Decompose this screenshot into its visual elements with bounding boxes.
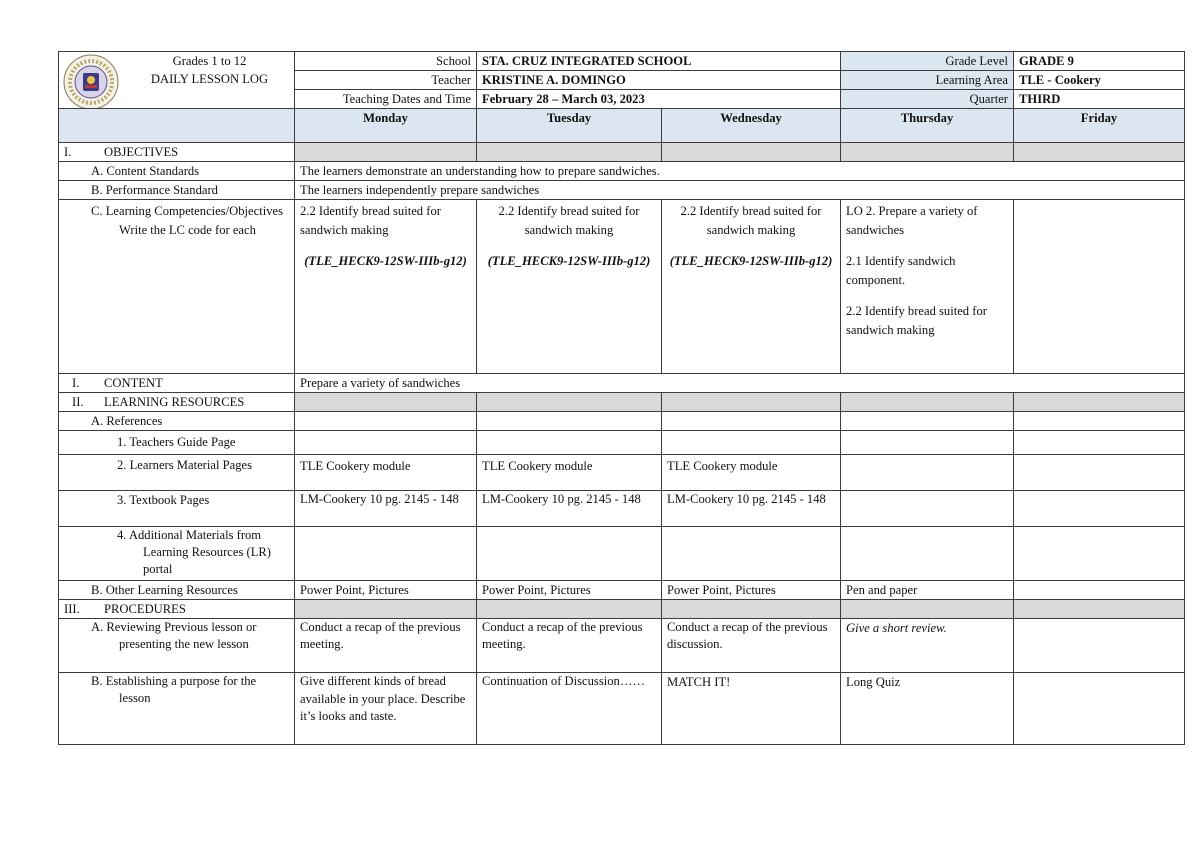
lc-code: (TLE_HECK9-12SW-IIIb-g12) — [669, 254, 833, 268]
shade-cell — [477, 143, 662, 162]
learners-material-label: 2. Learners Material Pages — [59, 455, 295, 491]
shade-cell — [295, 393, 477, 412]
competency-text: 2.2 Identify bread suited for sandwich making — [300, 204, 441, 237]
objectives-heading — [59, 143, 295, 162]
textbook-row — [59, 491, 1185, 527]
dates-value: February 28 – March 03, 2023 — [477, 90, 841, 109]
content-row — [59, 374, 1185, 393]
daily-lesson-log-table — [58, 51, 1185, 745]
teacher-label: Teacher — [295, 71, 477, 90]
other-resources-row — [59, 581, 1185, 600]
quarter-value: THIRD — [1014, 90, 1185, 109]
textbook-wednesday: LM-Cookery 10 pg. 2145 - 148 — [662, 491, 841, 527]
learners-material-row — [59, 455, 1185, 491]
empty-cell — [295, 527, 477, 581]
competency-tuesday — [477, 200, 662, 374]
content-standards-row — [59, 162, 1185, 181]
lc-code: (TLE_HECK9-12SW-IIIb-g12) — [487, 254, 651, 268]
learning-area-label: Learning Area — [841, 71, 1014, 90]
thursday-2-2: 2.2 Identify bread suited for sandwich making — [846, 304, 987, 337]
resources-heading-row — [59, 393, 1185, 412]
dates-label: Teaching Dates and Time — [295, 90, 477, 109]
empty-cell — [841, 455, 1014, 491]
resources-num: II. — [72, 395, 84, 409]
competency-text: 2.2 Identify bread suited for sandwich making — [680, 204, 822, 237]
references-label: A. References — [59, 412, 295, 431]
additional-materials-row — [59, 527, 1185, 581]
review-tuesday: Conduct a recap of the previous meeting. — [477, 619, 662, 673]
shade-cell — [477, 393, 662, 412]
performance-standard-row — [59, 181, 1185, 200]
shade-cell — [477, 600, 662, 619]
empty-cell — [1014, 619, 1185, 673]
empty-cell — [477, 527, 662, 581]
empty-cell — [1014, 673, 1185, 745]
shade-cell — [841, 600, 1014, 619]
day-friday: Friday — [1014, 109, 1185, 143]
day-thursday: Thursday — [841, 109, 1014, 143]
shade-cell — [295, 143, 477, 162]
textbook-label: 3. Textbook Pages — [59, 491, 295, 527]
procedures-heading — [59, 600, 295, 619]
day-tuesday: Tuesday — [477, 109, 662, 143]
performance-standard-value: The learners independently prepare sandwiches — [295, 181, 1185, 200]
competency-monday — [295, 200, 477, 374]
competency-text: 2.2 Identify bread suited for sandwich making — [498, 204, 640, 237]
content-title: CONTENT — [104, 376, 163, 390]
header-row-school — [59, 52, 1185, 71]
review-thursday: Give a short review. — [841, 619, 1014, 673]
learning-area-value: TLE - Cookery — [1014, 71, 1185, 90]
purpose-tuesday: Continuation of Discussion…… — [477, 673, 662, 745]
objectives-num: I. — [64, 145, 72, 159]
lc-code: (TLE_HECK9-12SW-IIIb-g12) — [304, 254, 467, 268]
content-heading — [59, 374, 295, 393]
shade-cell — [1014, 600, 1185, 619]
teacher-value: KRISTINE A. DOMINGO — [477, 71, 841, 90]
shade-cell — [1014, 143, 1185, 162]
day-wednesday: Wednesday — [662, 109, 841, 143]
textbook-tuesday: LM-Cookery 10 pg. 2145 - 148 — [477, 491, 662, 527]
shade-cell — [662, 393, 841, 412]
shade-cell — [841, 393, 1014, 412]
lm-wednesday: TLE Cookery module — [662, 455, 841, 491]
other-tuesday: Power Point, Pictures — [477, 581, 662, 600]
additional-materials-label: 4. Additional Materials from Learning Resources (LR) portal — [59, 527, 295, 581]
days-row — [59, 109, 1185, 143]
purpose-monday: Give different kinds of bread available in your place. Describe it’s looks and taste. — [295, 673, 477, 745]
empty-cell — [841, 527, 1014, 581]
lm-tuesday: TLE Cookery module — [477, 455, 662, 491]
other-thursday: Pen and paper — [841, 581, 1014, 600]
purpose-wednesday: MATCH IT! — [662, 673, 841, 745]
other-wednesday: Power Point, Pictures — [662, 581, 841, 600]
purpose-thursday: Long Quiz — [841, 673, 1014, 745]
grade-level-value: GRADE 9 — [1014, 52, 1185, 71]
empty-cell — [1014, 455, 1185, 491]
empty-cell — [841, 491, 1014, 527]
purpose-row — [59, 673, 1185, 745]
empty-cell — [1014, 581, 1185, 600]
content-standards-label: A. Content Standards — [59, 162, 295, 181]
empty-cell — [1014, 491, 1185, 527]
objectives-heading-row — [59, 143, 1185, 162]
document-title: DAILY LESSON LOG — [150, 72, 269, 86]
other-monday: Power Point, Pictures — [295, 581, 477, 600]
review-wednesday: Conduct a recap of the previous discussion. — [662, 619, 841, 673]
empty-cell — [295, 412, 477, 431]
empty-cell — [662, 431, 841, 455]
grades-label: Grades 1 to 12 — [172, 54, 247, 68]
competency-thursday — [841, 200, 1014, 374]
purpose-label: B. Establishing a purpose for the lesson — [59, 673, 295, 745]
school-value: STA. CRUZ INTEGRATED SCHOOL — [477, 52, 841, 71]
empty-cell — [662, 527, 841, 581]
content-value: Prepare a variety of sandwiches — [295, 374, 1185, 393]
competencies-row — [59, 200, 1185, 374]
shade-cell — [841, 143, 1014, 162]
empty-cell — [841, 431, 1014, 455]
content-standards-value: The learners demonstrate an understanding how to prepare sandwiches. — [295, 162, 1185, 181]
empty-cell — [477, 431, 662, 455]
grade-level-label: Grade Level — [841, 52, 1014, 71]
textbook-monday: LM-Cookery 10 pg. 2145 - 148 — [295, 491, 477, 527]
review-monday: Conduct a recap of the previous meeting. — [295, 619, 477, 673]
resources-title: LEARNING RESOURCES — [104, 395, 245, 409]
thursday-lo: LO 2. Prepare a variety of sandwiches — [846, 204, 978, 237]
empty-cell — [295, 431, 477, 455]
empty-cell — [662, 412, 841, 431]
day-monday: Monday — [295, 109, 477, 143]
empty-cell — [1014, 431, 1185, 455]
deped-seal-icon — [63, 54, 119, 109]
shade-cell — [295, 600, 477, 619]
empty-cell — [1014, 527, 1185, 581]
shade-cell — [662, 600, 841, 619]
references-row — [59, 412, 1185, 431]
empty-cell — [1014, 412, 1185, 431]
objectives-title: OBJECTIVES — [104, 145, 179, 159]
empty-cell — [841, 412, 1014, 431]
teachers-guide-row — [59, 431, 1185, 455]
lm-monday: TLE Cookery module — [295, 455, 477, 491]
review-row — [59, 619, 1185, 673]
procedures-title: PROCEDURES — [104, 602, 186, 616]
empty-cell — [477, 412, 662, 431]
procedures-num: III. — [64, 602, 80, 616]
review-label: A. Reviewing Previous lesson or presenting the new lesson — [59, 619, 295, 673]
resources-heading — [59, 393, 295, 412]
quarter-label: Quarter — [841, 90, 1014, 109]
school-label: School — [295, 52, 477, 71]
competency-wednesday — [662, 200, 841, 374]
performance-standard-label: B. Performance Standard — [59, 181, 295, 200]
shade-cell — [662, 143, 841, 162]
other-resources-label: B. Other Learning Resources — [59, 581, 295, 600]
teachers-guide-label: 1. Teachers Guide Page — [59, 431, 295, 455]
content-num: I. — [72, 376, 80, 390]
competencies-label: C. Learning Competencies/Objectives Write the LC code for each — [59, 200, 295, 374]
header-title-cell — [59, 52, 295, 109]
competency-friday — [1014, 200, 1185, 374]
shade-cell — [1014, 393, 1185, 412]
thursday-2-1: 2.1 Identify sandwich component. — [846, 254, 956, 287]
days-row-blank — [59, 109, 295, 143]
procedures-heading-row — [59, 600, 1185, 619]
